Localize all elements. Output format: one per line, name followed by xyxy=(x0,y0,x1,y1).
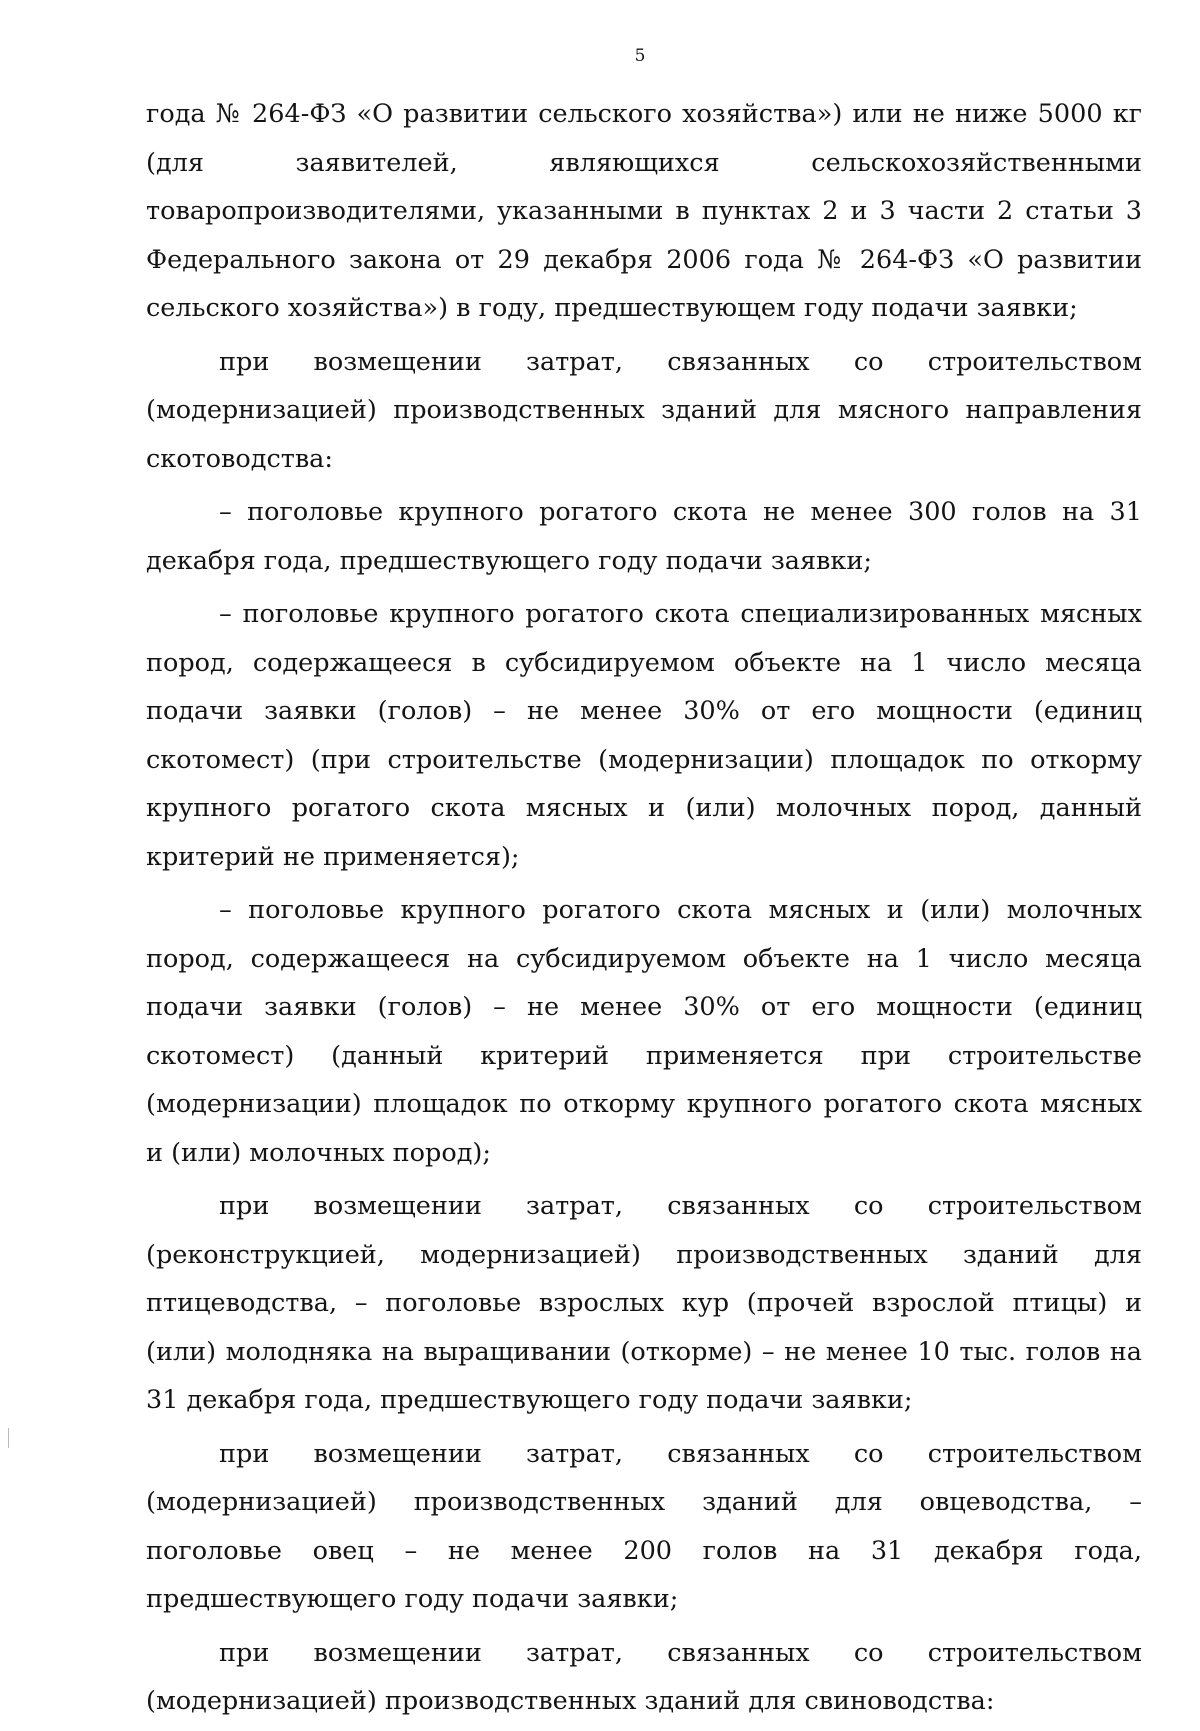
paragraph-poultry: при возмещении затрат, связанных со строительством (реконструкцией, модернизацией) производственных зданий для птицеводства, – поголовье взрослых кур (прочей взрослой птицы) и (или) молодняка на выращивании (откорме) – не менее 10 тыс. голов на 31 декабря года, предшествующего году подачи заявки; xyxy=(146,1191,1142,1415)
paragraph-beef-dairy-breeds: – поголовье крупного рогатого скота мясных и (или) молочных пород, содержащееся на субсидируемом объекте на 1 число месяца подачи заявки (голов) – не менее 30% от его мощности (единиц скотомест) (данный критерий применяется при строительстве (модернизации) площадок по откорму крупного рогатого скота мясных и (или) молочных пород); xyxy=(146,895,1142,1168)
paragraph-sheep: при возмещении затрат, связанных со строительством (модернизацией) производственных зданий для овцеводства, – поголовье овец – не менее 200 голов на 31 декабря года, предшествующего году подачи заявки; xyxy=(146,1438,1142,1614)
paragraph-cattle-300-heads: – поголовье крупного рогатого скота не менее 300 голов на 31 декабря года, предшествующего году подачи заявки; xyxy=(146,497,1142,576)
document-body xyxy=(146,90,1142,1731)
paragraph-beef-cattle-header: при возмещении затрат, связанных со строительством (модернизацией) производственных зданий для мясного направления скотоводства: xyxy=(146,346,1142,474)
paragraph-pig-farming: при возмещении затрат, связанных со строительством (модернизацией) производственных зданий для свиноводства: xyxy=(146,1637,1142,1716)
paragraph-continuation: года № 264-ФЗ «О развитии сельского хозяйства») или не ниже 5000 кг (для заявителей, являющихся сельскохозяйственными товаропроизводителями, указанными в пунктах 2 и 3 части 2 статьи 3 Федерального закона от 29 декабря 2006 года № 264-ФЗ «О развитии сельского хозяйства») в году, предшествующем году подачи заявки; xyxy=(146,99,1142,323)
scan-margin-mark xyxy=(8,1428,9,1448)
paragraph-specialized-beef-breeds: – поголовье крупного рогатого скота специализированных мясных пород, содержащееся в субсидируемом объекте на 1 число месяца подачи заявки (голов) – не менее 30% от его мощности (единиц скотомест) (при строительстве (модернизации) площадок по откорму крупного рогатого скота мясных и (или) молочных пород, данный критерий не применяется); xyxy=(146,599,1142,872)
page-number: 5 xyxy=(634,46,646,66)
